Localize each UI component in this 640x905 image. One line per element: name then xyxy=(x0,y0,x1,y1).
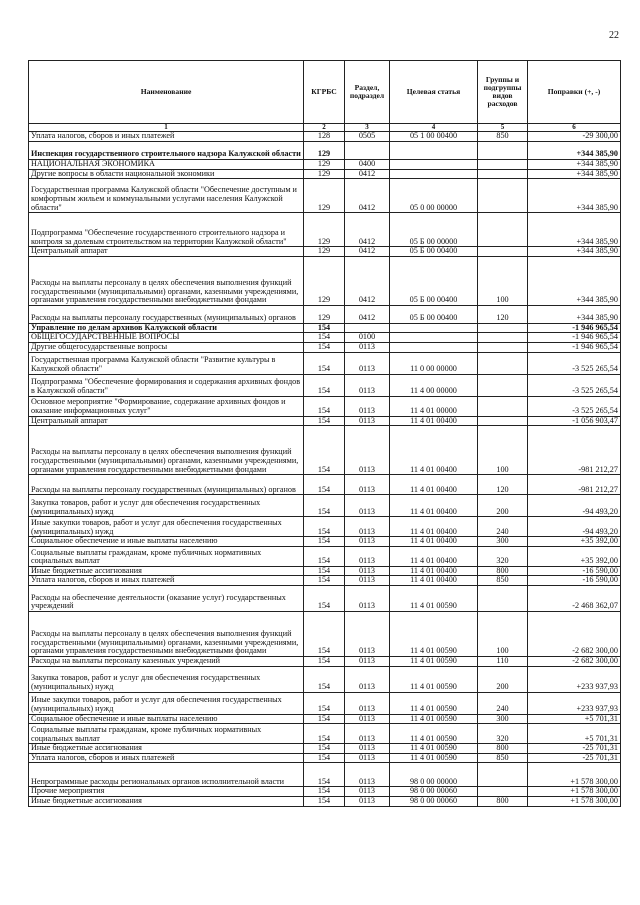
table-row xyxy=(29,612,621,657)
row-amount: +233 937,93 xyxy=(528,666,621,692)
row-kgrbs: 154 xyxy=(304,333,345,343)
row-name: Расходы на выплаты персоналу в целях обеспечения выполнения функций государственными (муниципальными) органами, казенными учреждениями, органами управления государственными внебюджетными фондами xyxy=(29,612,304,657)
row-target-article: 11 4 01 00400 xyxy=(390,566,478,576)
row-expense-type: 800 xyxy=(478,566,528,576)
table-row xyxy=(29,724,621,744)
row-section: 0113 xyxy=(345,714,390,724)
row-expense-type: 800 xyxy=(478,797,528,807)
row-amount: -3 525 265,54 xyxy=(528,396,621,416)
row-target-article: 11 0 00 00000 xyxy=(390,352,478,374)
row-expense-type xyxy=(478,141,528,159)
table-row xyxy=(29,475,621,495)
row-target-article: 11 4 01 00590 xyxy=(390,692,478,714)
row-name: Инспекция государственного строительного надзора Калужской области xyxy=(29,141,304,159)
row-section: 0113 xyxy=(345,797,390,807)
row-target-article xyxy=(390,323,478,333)
row-amount: -1 946 965,54 xyxy=(528,323,621,333)
row-target-article: 05 Б 00 00400 xyxy=(390,256,478,305)
row-kgrbs: 128 xyxy=(304,132,345,142)
row-target-article: 05 0 00 00000 xyxy=(390,179,478,213)
table-row xyxy=(29,426,621,475)
row-name: Иные бюджетные ассигнования xyxy=(29,566,304,576)
row-kgrbs: 154 xyxy=(304,576,345,586)
row-name: Социальные выплаты гражданам, кроме публичных нормативных социальных выплат xyxy=(29,546,304,566)
row-name: Центральный аппарат xyxy=(29,247,304,257)
row-target-article: 11 4 01 00590 xyxy=(390,753,478,763)
row-section: 0113 xyxy=(345,396,390,416)
row-amount: -981 212,27 xyxy=(528,475,621,495)
row-expense-type xyxy=(478,374,528,396)
row-target-article xyxy=(390,169,478,179)
table-row xyxy=(29,132,621,142)
row-target-article: 11 4 01 00000 xyxy=(390,396,478,416)
row-kgrbs: 154 xyxy=(304,517,345,537)
row-amount: -2 468 362,07 xyxy=(528,586,621,612)
row-amount: +35 392,00 xyxy=(528,537,621,547)
row-name: Иные бюджетные ассигнования xyxy=(29,797,304,807)
row-name: Другие вопросы в области национальной экономики xyxy=(29,169,304,179)
row-expense-type: 300 xyxy=(478,714,528,724)
col-number: 1 xyxy=(29,124,304,132)
table-row xyxy=(29,714,621,724)
row-target-article: 05 1 00 00400 xyxy=(390,132,478,142)
table-row xyxy=(29,159,621,169)
row-section: 0113 xyxy=(345,576,390,586)
row-name: Подпрограмма "Обеспечение государственного строительного надзора и контроля за долевым строительством на территории Калужской области" xyxy=(29,213,304,247)
row-kgrbs: 129 xyxy=(304,305,345,323)
row-section: 0113 xyxy=(345,426,390,475)
page-number: 22 xyxy=(609,30,619,41)
row-amount: -16 590,00 xyxy=(528,576,621,586)
row-amount: +1 578 300,00 xyxy=(528,787,621,797)
row-target-article: 11 4 01 00590 xyxy=(390,666,478,692)
row-amount: -3 525 265,54 xyxy=(528,374,621,396)
row-name: Иные закупки товаров, работ и услуг для обеспечения государственных (муниципальных) нужд xyxy=(29,517,304,537)
table-row xyxy=(29,753,621,763)
row-kgrbs: 154 xyxy=(304,352,345,374)
row-amount: +5 701,31 xyxy=(528,714,621,724)
row-amount: +5 701,31 xyxy=(528,724,621,744)
row-section: 0113 xyxy=(345,763,390,787)
row-target-article: 11 4 01 00400 xyxy=(390,576,478,586)
row-target-article: 11 4 00 00000 xyxy=(390,374,478,396)
row-amount: +344 385,90 xyxy=(528,247,621,257)
row-target-article: 05 Б 00 00400 xyxy=(390,305,478,323)
row-amount: +344 385,90 xyxy=(528,213,621,247)
table-row xyxy=(29,213,621,247)
row-expense-type xyxy=(478,416,528,426)
row-kgrbs: 154 xyxy=(304,495,345,517)
row-expense-type xyxy=(478,213,528,247)
row-name: НАЦИОНАЛЬНАЯ ЭКОНОМИКА xyxy=(29,159,304,169)
row-target-article: 11 4 01 00590 xyxy=(390,744,478,754)
row-name: Закупка товаров, работ и услуг для обеспечения государственных (муниципальных) нужд xyxy=(29,666,304,692)
row-amount: -29 300,00 xyxy=(528,132,621,142)
table-row xyxy=(29,797,621,807)
row-name: Социальные выплаты гражданам, кроме публичных нормативных социальных выплат xyxy=(29,724,304,744)
header-amendments: Поправки (+, -) xyxy=(528,61,621,124)
row-kgrbs: 129 xyxy=(304,159,345,169)
row-section: 0113 xyxy=(345,787,390,797)
row-amount: +344 385,90 xyxy=(528,256,621,305)
table-row xyxy=(29,343,621,353)
row-name: Прочие мероприятия xyxy=(29,787,304,797)
row-target-article: 11 4 01 00400 xyxy=(390,546,478,566)
row-name: Иные закупки товаров, работ и услуг для обеспечения государственных (муниципальных) нужд xyxy=(29,692,304,714)
row-expense-type: 120 xyxy=(478,305,528,323)
row-section: 0412 xyxy=(345,305,390,323)
row-section: 0412 xyxy=(345,213,390,247)
row-kgrbs: 129 xyxy=(304,169,345,179)
table-body xyxy=(29,132,621,806)
row-kgrbs: 154 xyxy=(304,323,345,333)
row-name: Управление по делам архивов Калужской области xyxy=(29,323,304,333)
row-section: 0113 xyxy=(345,374,390,396)
row-expense-type xyxy=(478,323,528,333)
table-row xyxy=(29,169,621,179)
row-expense-type: 300 xyxy=(478,537,528,547)
table-row xyxy=(29,586,621,612)
row-amount: -94 493,20 xyxy=(528,495,621,517)
table-row xyxy=(29,495,621,517)
row-amount: +344 385,90 xyxy=(528,159,621,169)
row-kgrbs: 154 xyxy=(304,612,345,657)
row-kgrbs: 154 xyxy=(304,787,345,797)
row-kgrbs: 154 xyxy=(304,763,345,787)
col-number: 3 xyxy=(345,124,390,132)
row-section: 0505 xyxy=(345,132,390,142)
table-row xyxy=(29,546,621,566)
row-name: Социальное обеспечение и иные выплаты населению xyxy=(29,714,304,724)
row-target-article xyxy=(390,333,478,343)
row-name: Расходы на выплаты персоналу в целях обеспечения выполнения функций государственными (муниципальными) органами, казенными учреждениями, органами управления государственными внебюджетными фондами xyxy=(29,426,304,475)
row-amount: -16 590,00 xyxy=(528,566,621,576)
row-target-article: 11 4 01 00590 xyxy=(390,586,478,612)
row-name: Социальное обеспечение и иные выплаты населению xyxy=(29,537,304,547)
row-target-article: 11 4 01 00590 xyxy=(390,714,478,724)
table-row xyxy=(29,305,621,323)
table-row xyxy=(29,256,621,305)
row-amount: +344 385,90 xyxy=(528,305,621,323)
row-amount: -1 056 903,47 xyxy=(528,416,621,426)
row-target-article: 11 4 01 00400 xyxy=(390,537,478,547)
row-kgrbs: 154 xyxy=(304,657,345,667)
row-section: 0412 xyxy=(345,169,390,179)
table-row xyxy=(29,692,621,714)
row-target-article: 11 4 01 00590 xyxy=(390,612,478,657)
row-name: Уплата налогов, сборов и иных платежей xyxy=(29,576,304,586)
row-amount: -2 682 300,00 xyxy=(528,657,621,667)
row-section: 0400 xyxy=(345,159,390,169)
row-target-article: 11 4 01 00400 xyxy=(390,495,478,517)
row-expense-type: 800 xyxy=(478,744,528,754)
row-kgrbs: 129 xyxy=(304,213,345,247)
row-expense-type xyxy=(478,396,528,416)
row-section: 0412 xyxy=(345,247,390,257)
row-amount: +35 392,00 xyxy=(528,546,621,566)
row-expense-type xyxy=(478,333,528,343)
row-expense-type: 120 xyxy=(478,475,528,495)
row-target-article: 11 4 01 00590 xyxy=(390,657,478,667)
row-section: 0113 xyxy=(345,416,390,426)
row-name: ОБЩЕГОСУДАРСТВЕННЫЕ ВОПРОСЫ xyxy=(29,333,304,343)
row-section: 0113 xyxy=(345,724,390,744)
row-name: Расходы на обеспечение деятельности (оказание услуг) государственных учреждений xyxy=(29,586,304,612)
row-section: 0113 xyxy=(345,352,390,374)
row-target-article xyxy=(390,343,478,353)
row-amount: -981 212,27 xyxy=(528,426,621,475)
row-expense-type: 240 xyxy=(478,517,528,537)
row-section: 0113 xyxy=(345,517,390,537)
row-amount: +1 578 300,00 xyxy=(528,797,621,807)
row-name: Основное мероприятие "Формирование, содержание архивных фондов и оказание информационных услуг" xyxy=(29,396,304,416)
row-amount: -2 682 300,00 xyxy=(528,612,621,657)
row-kgrbs: 154 xyxy=(304,546,345,566)
row-expense-type: 850 xyxy=(478,132,528,142)
row-amount: +344 385,90 xyxy=(528,169,621,179)
table-row xyxy=(29,763,621,787)
row-expense-type: 850 xyxy=(478,753,528,763)
row-amount: -1 946 965,54 xyxy=(528,343,621,353)
row-name: Расходы на выплаты персоналу казенных учреждений xyxy=(29,657,304,667)
row-target-article: 98 0 00 00000 xyxy=(390,763,478,787)
row-kgrbs: 154 xyxy=(304,374,345,396)
row-expense-type: 200 xyxy=(478,666,528,692)
row-section: 0113 xyxy=(345,546,390,566)
header-kgrbs: КГРБС xyxy=(304,61,345,124)
row-expense-type xyxy=(478,247,528,257)
row-expense-type: 100 xyxy=(478,256,528,305)
row-expense-type: 200 xyxy=(478,495,528,517)
table-row xyxy=(29,247,621,257)
row-kgrbs: 154 xyxy=(304,426,345,475)
row-kgrbs: 154 xyxy=(304,753,345,763)
row-target-article: 11 4 01 00400 xyxy=(390,426,478,475)
row-kgrbs: 154 xyxy=(304,744,345,754)
row-name: Уплата налогов, сборов и иных платежей xyxy=(29,753,304,763)
row-expense-type xyxy=(478,179,528,213)
row-section: 0113 xyxy=(345,566,390,576)
header-section: Раздел, подраздел xyxy=(345,61,390,124)
row-target-article xyxy=(390,141,478,159)
row-section: 0113 xyxy=(345,657,390,667)
col-number: 2 xyxy=(304,124,345,132)
row-name: Государственная программа Калужской области "Обеспечение доступным и комфортным жильем и коммунальными услугами населения Калужской области" xyxy=(29,179,304,213)
col-number: 6 xyxy=(528,124,621,132)
row-kgrbs: 129 xyxy=(304,256,345,305)
row-amount: -3 525 265,54 xyxy=(528,352,621,374)
row-section: 0113 xyxy=(345,343,390,353)
row-amount: -1 946 965,54 xyxy=(528,333,621,343)
row-expense-type: 850 xyxy=(478,576,528,586)
row-section: 0113 xyxy=(345,612,390,657)
table-row xyxy=(29,141,621,159)
row-name: Непрограммные расходы региональных органов исполнительной власти xyxy=(29,763,304,787)
row-expense-type: 240 xyxy=(478,692,528,714)
row-expense-type xyxy=(478,343,528,353)
row-section xyxy=(345,141,390,159)
row-expense-type xyxy=(478,586,528,612)
row-expense-type: 100 xyxy=(478,426,528,475)
table-row xyxy=(29,666,621,692)
row-expense-type xyxy=(478,159,528,169)
col-number: 5 xyxy=(478,124,528,132)
row-section: 0100 xyxy=(345,333,390,343)
row-kgrbs: 154 xyxy=(304,416,345,426)
row-name: Государственная программа Калужской области "Развитие культуры в Калужской области" xyxy=(29,352,304,374)
row-kgrbs: 154 xyxy=(304,724,345,744)
row-expense-type: 320 xyxy=(478,546,528,566)
row-section: 0113 xyxy=(345,753,390,763)
table-row xyxy=(29,396,621,416)
row-name: Уплата налогов, сборов и иных платежей xyxy=(29,132,304,142)
row-amount: -25 701,31 xyxy=(528,753,621,763)
row-expense-type xyxy=(478,763,528,787)
header-row xyxy=(29,61,621,124)
row-kgrbs: 154 xyxy=(304,396,345,416)
row-section: 0113 xyxy=(345,744,390,754)
row-section: 0113 xyxy=(345,666,390,692)
row-expense-type: 320 xyxy=(478,724,528,744)
row-target-article: 05 Б 00 00400 xyxy=(390,247,478,257)
row-target-article: 98 0 00 00060 xyxy=(390,797,478,807)
row-kgrbs: 129 xyxy=(304,179,345,213)
table-row xyxy=(29,517,621,537)
row-kgrbs: 154 xyxy=(304,714,345,724)
row-name: Расходы на выплаты персоналу государственных (муниципальных) органов xyxy=(29,305,304,323)
table-row xyxy=(29,374,621,396)
table-row xyxy=(29,744,621,754)
row-amount: +233 937,93 xyxy=(528,692,621,714)
row-section: 0113 xyxy=(345,495,390,517)
row-section: 0113 xyxy=(345,475,390,495)
row-expense-type: 110 xyxy=(478,657,528,667)
row-kgrbs: 154 xyxy=(304,797,345,807)
header-expense-type: Группы и подгруппы видов расходов xyxy=(478,61,528,124)
row-kgrbs: 154 xyxy=(304,566,345,576)
row-section: 0412 xyxy=(345,256,390,305)
row-target-article: 11 4 01 00400 xyxy=(390,475,478,495)
table-row xyxy=(29,657,621,667)
row-target-article: 11 4 01 00590 xyxy=(390,724,478,744)
row-name: Закупка товаров, работ и услуг для обеспечения государственных (муниципальных) нужд xyxy=(29,495,304,517)
table-row xyxy=(29,576,621,586)
row-name: Иные бюджетные ассигнования xyxy=(29,744,304,754)
row-name: Центральный аппарат xyxy=(29,416,304,426)
budget-amendments-table xyxy=(28,60,621,807)
row-expense-type xyxy=(478,169,528,179)
row-kgrbs: 129 xyxy=(304,141,345,159)
table-row xyxy=(29,537,621,547)
row-name: Другие общегосударственные вопросы xyxy=(29,343,304,353)
table-row xyxy=(29,179,621,213)
row-kgrbs: 154 xyxy=(304,666,345,692)
row-target-article: 11 4 01 00400 xyxy=(390,517,478,537)
row-name: Расходы на выплаты персоналу в целях обеспечения выполнения функций государственными (муниципальными) органами, казенными учреждениями, органами управления государственными внебюджетными фондами xyxy=(29,256,304,305)
header-name: Наименование xyxy=(29,61,304,124)
row-amount: +344 385,90 xyxy=(528,141,621,159)
row-section: 0113 xyxy=(345,586,390,612)
row-section: 0113 xyxy=(345,537,390,547)
col-number: 4 xyxy=(390,124,478,132)
header-target-article: Целевая статья xyxy=(390,61,478,124)
row-kgrbs: 154 xyxy=(304,343,345,353)
row-target-article: 11 4 01 00400 xyxy=(390,416,478,426)
row-section: 0113 xyxy=(345,692,390,714)
row-kgrbs: 154 xyxy=(304,692,345,714)
row-amount: -25 701,31 xyxy=(528,744,621,754)
table-row xyxy=(29,416,621,426)
row-expense-type: 100 xyxy=(478,612,528,657)
row-amount: +344 385,90 xyxy=(528,179,621,213)
row-amount: +1 578 300,00 xyxy=(528,763,621,787)
row-kgrbs: 129 xyxy=(304,247,345,257)
row-target-article xyxy=(390,159,478,169)
row-target-article: 98 0 00 00060 xyxy=(390,787,478,797)
row-name: Подпрограмма "Обеспечение формирования и содержания архивных фондов в Калужской области" xyxy=(29,374,304,396)
row-target-article: 05 Б 00 00000 xyxy=(390,213,478,247)
row-name: Расходы на выплаты персоналу государственных (муниципальных) органов xyxy=(29,475,304,495)
row-expense-type xyxy=(478,352,528,374)
row-section: 0412 xyxy=(345,179,390,213)
row-kgrbs: 154 xyxy=(304,537,345,547)
row-kgrbs: 154 xyxy=(304,475,345,495)
row-amount: -94 493,20 xyxy=(528,517,621,537)
row-kgrbs: 154 xyxy=(304,586,345,612)
table-row xyxy=(29,352,621,374)
